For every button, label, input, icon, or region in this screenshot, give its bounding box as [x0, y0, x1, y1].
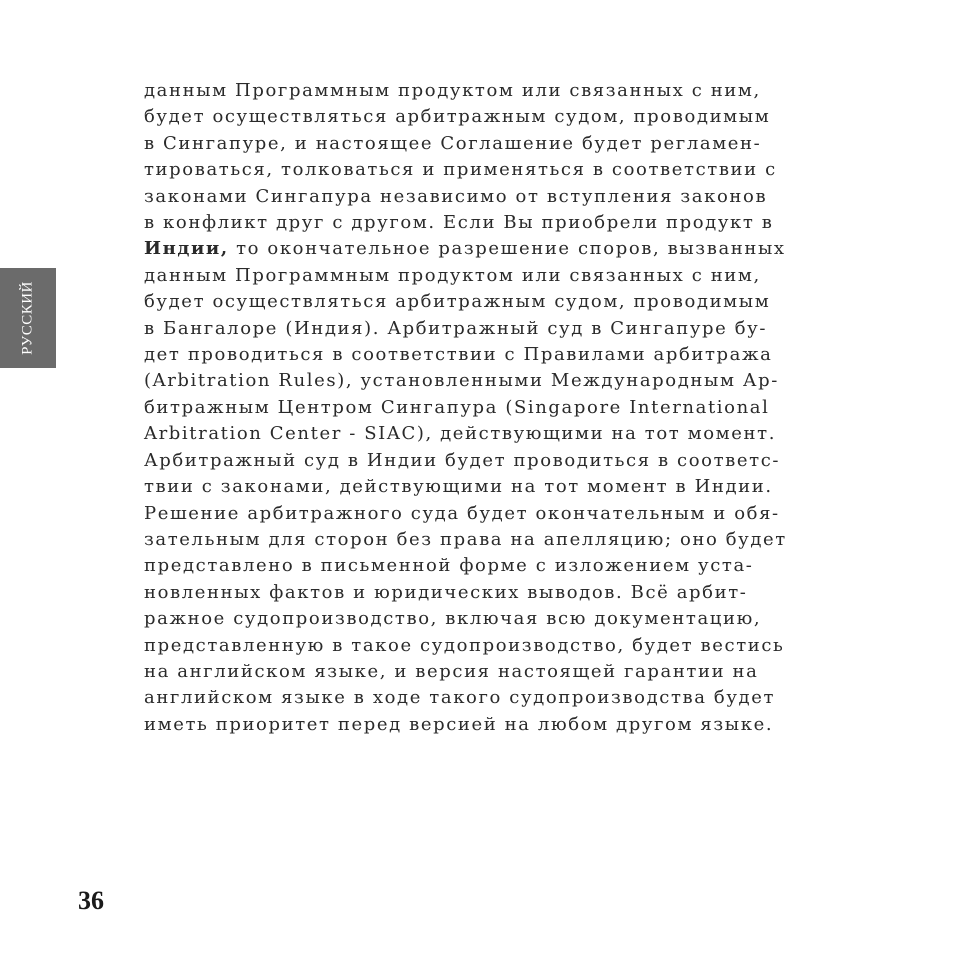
text-line: данным Программным продуктом или связанных с ним,	[144, 80, 761, 101]
language-tab-label: РУССКИЙ	[19, 281, 36, 355]
text-line: данным Программным продуктом или связанных с ним,	[144, 264, 761, 286]
text-line: английском языке в ходе такого судопроизводства будет	[144, 687, 776, 709]
text-line: представлено в письменной форме с изложением уста-	[144, 555, 754, 577]
body-paragraph	[144, 78, 884, 738]
text-line-rest: то окончательное разрешение споров, вызванных	[228, 238, 786, 260]
text-line: Арбитражный суд в Индии будет проводиться в соответс-	[144, 449, 781, 471]
text-line: будет осуществляться арбитражным судом, проводимым	[144, 106, 771, 128]
text-line	[144, 236, 884, 262]
text-line: битражным Центром Сингапура (Singapore International	[144, 396, 770, 418]
text-line: дет проводиться в соответствии с Правилами арбитража	[144, 344, 773, 366]
text-line: будет осуществляться арбитражным судом, проводимым	[144, 291, 771, 313]
language-side-tab	[0, 268, 56, 368]
text-line: твии с законами, действующими на тот момент в Индии.	[144, 476, 773, 498]
text-line: в Сингапуре, и настоящее Соглашение будет регламен-	[144, 132, 762, 154]
text-line: Arbitration Center - SIAC), действующими на тот момент.	[144, 423, 777, 445]
text-line: законами Сингапура независимо от вступления законов	[144, 185, 768, 207]
text-line: новленных фактов и юридических выводов. Всё арбит-	[144, 581, 748, 603]
text-line: зательным для сторон без права на апелляцию; оно будет	[144, 528, 787, 550]
bold-country-name: Индии,	[144, 238, 229, 260]
text-line: Решение арбитражного суда будет окончательным и обя-	[144, 502, 780, 524]
text-line: тироваться, толковаться и применяться в соответствии с	[144, 159, 777, 181]
text-line: в Бангалоре (Индия). Арбитражный суд в Сингапуре бу-	[144, 317, 768, 339]
text-line: представленную в такое судопроизводство, будет вестись	[144, 634, 785, 656]
text-line: ражное судопроизводство, включая всю документацию,	[144, 608, 762, 630]
text-line: иметь приоритет перед версией на любом другом языке.	[144, 713, 774, 735]
text-line: на английском языке, и версия настоящей гарантии на	[144, 660, 759, 682]
page-number: 36	[78, 886, 104, 915]
text-line: (Arbitration Rules), установленными Международным Ар-	[144, 370, 779, 392]
text-line: в конфликт друг с другом. Если Вы приобрели продукт в	[144, 212, 774, 234]
